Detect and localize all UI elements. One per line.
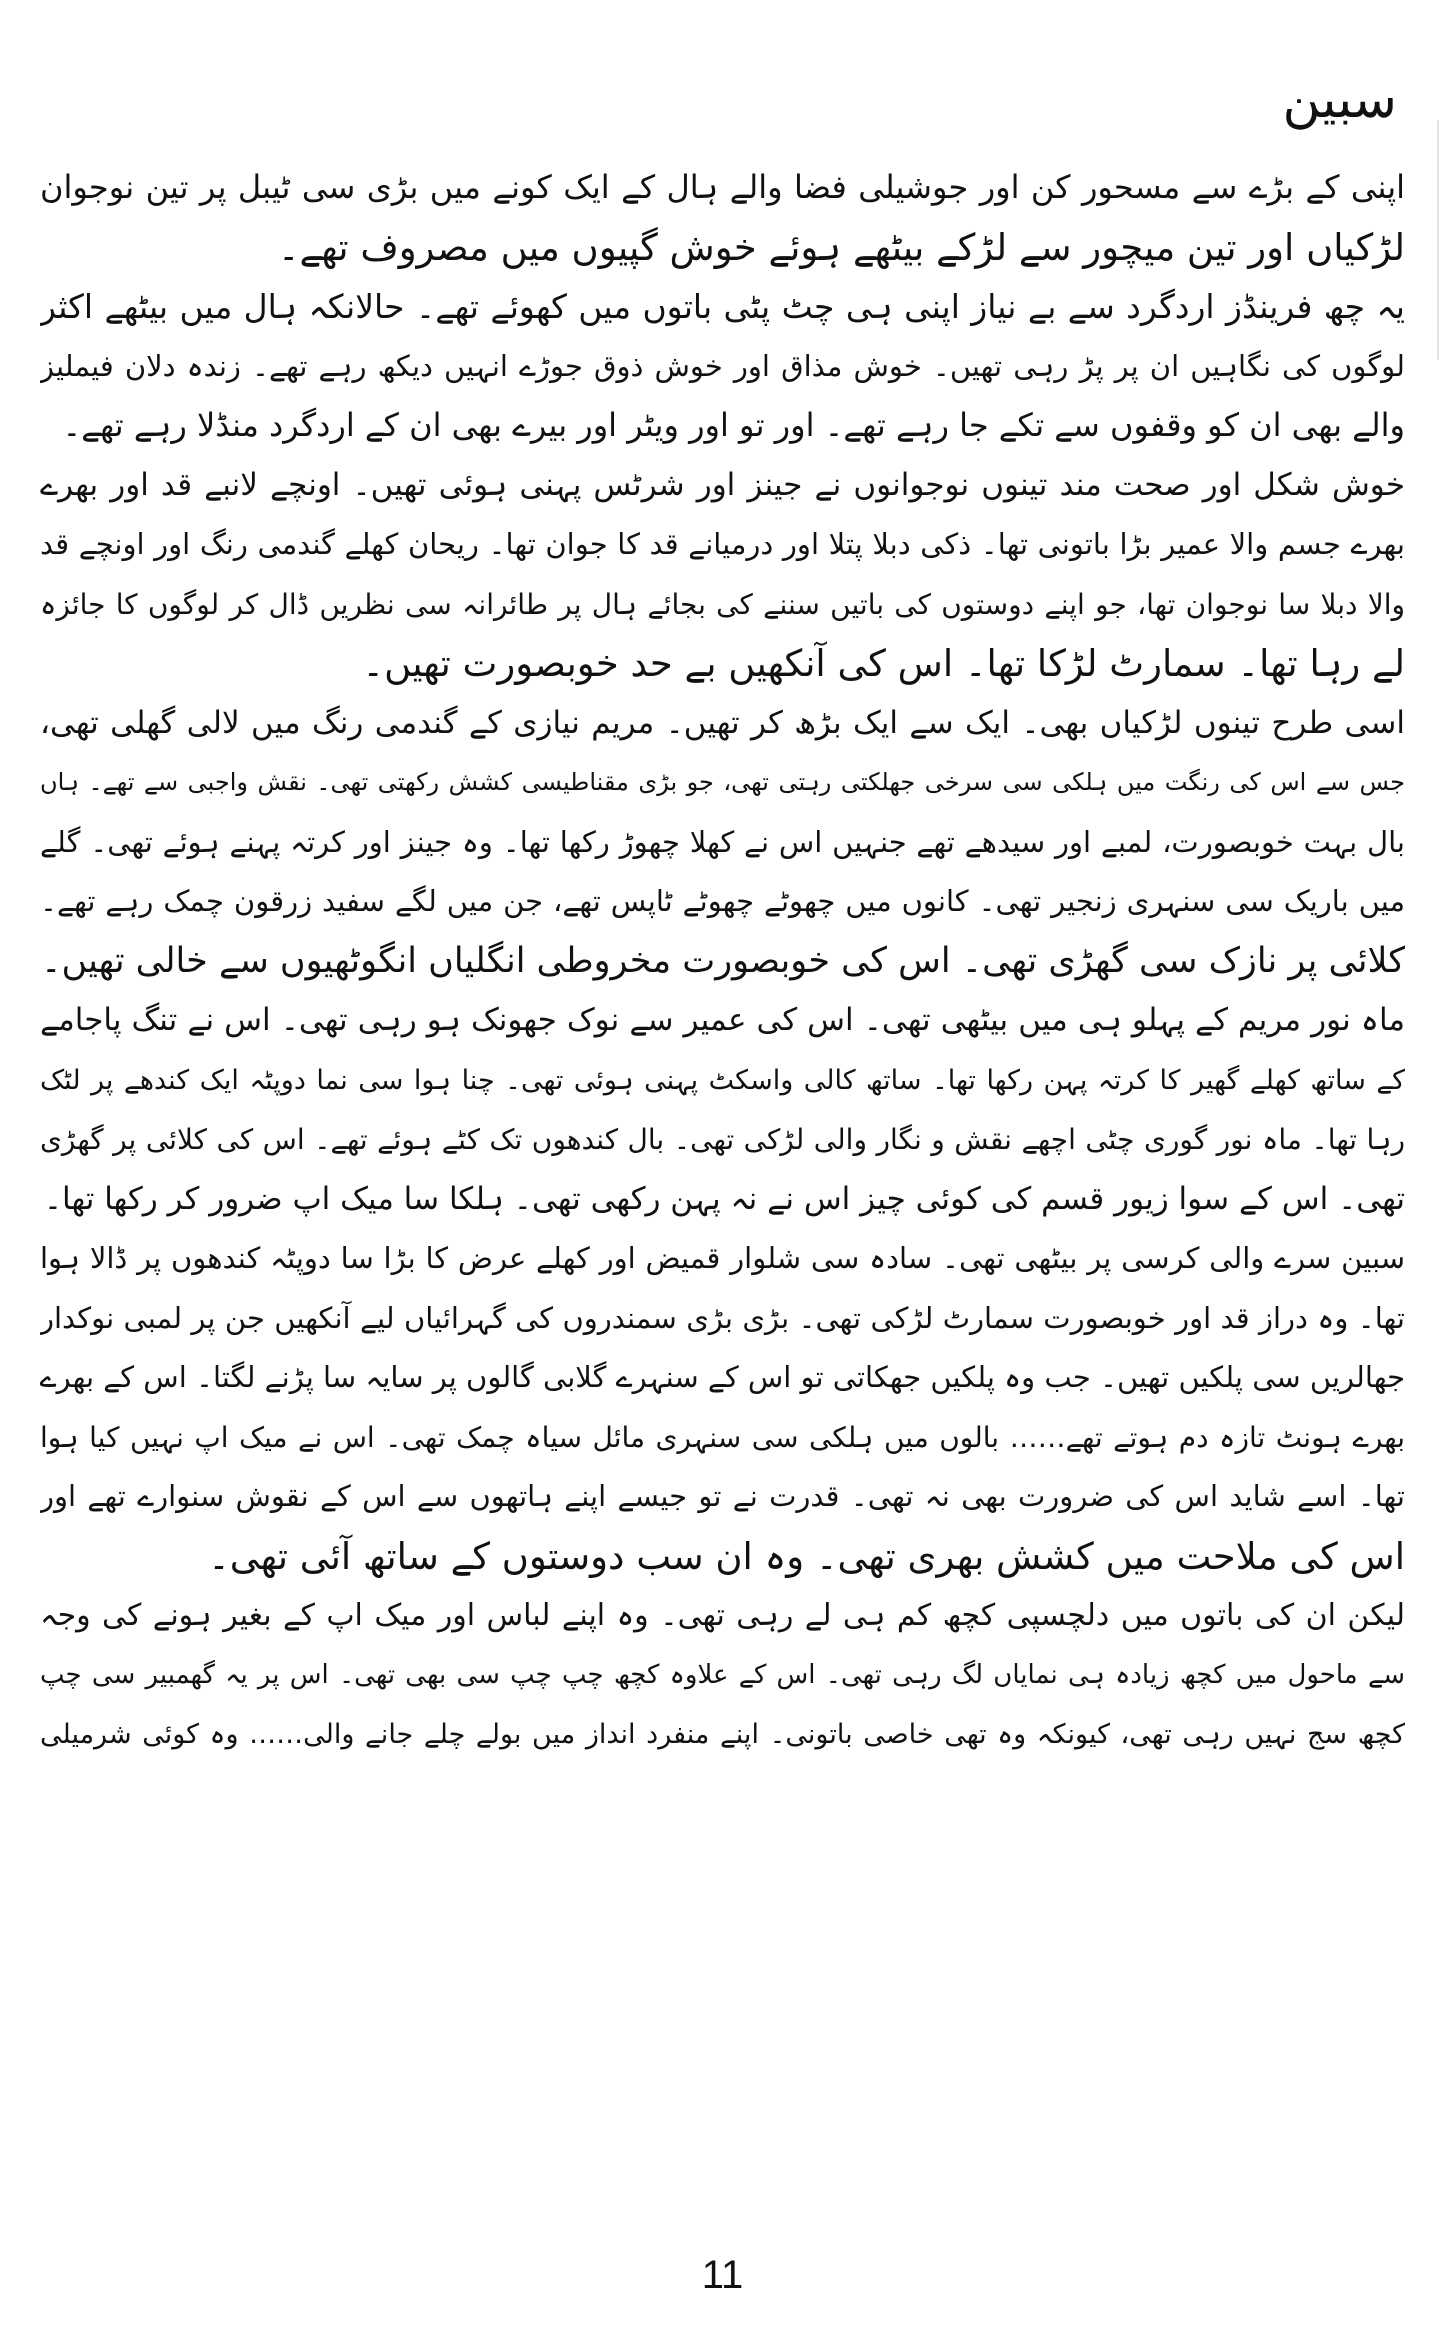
text-line: سبین سرے والی کرسی پر بیٹھی تھی۔ سادہ سی شلوار قمیض اور کھلے عرض کا بڑا سا دوپٹہ کندھوں پر ڈالا ہوا (40, 1241, 1405, 1275)
text-line: تھی۔ اس کے سوا زیور قسم کی کوئی چیز اس نے نہ پہن رکھی تھی۔ ہلکا سا میک اپ ضرور کر رکھا تھا۔ (43, 1180, 1405, 1217)
text-line: کلائی پر نازک سی گھڑی تھی۔ اس کی خوبصورت مخروطی انگلیاں انگوٹھیوں سے خالی تھیں۔ (40, 940, 1405, 981)
text-line: میں باریک سی سنہری زنجیر تھی۔ کانوں میں چھوٹے چھوٹے ٹاپس تھے، جن میں لگے سفید زرقون چمک رہے تھے۔ (40, 884, 1405, 918)
paragraph-5 (40, 991, 1405, 1229)
text-line: لیکن ان کی باتوں میں دلچسپی کچھ کم ہی لے رہی تھی۔ وہ اپنے لباس اور میک اپ کے بغیر ہونے کی وجہ (40, 1598, 1405, 1633)
book-page (40, 60, 1405, 2260)
paragraph-2 (40, 277, 1405, 456)
text-line: کے ساتھ کھلے گھیر کا کرتہ پہن رکھا تھا۔ ساتھ کالی واسکٹ پہنی ہوئی تھی۔ چنا ہوا سی نما دوپٹہ ایک کندھے پر لٹک (40, 1064, 1405, 1096)
text-line: یہ چھ فرینڈز اردگرد سے بے نیاز اپنی ہی چٹ پٹی باتوں میں کھوئے تھے۔ حالانکہ ہال میں بیٹھے اکثر (40, 287, 1405, 326)
text-line: رہا تھا۔ ماہ نور گوری چٹی اچھے نقش و نگار والی لڑکی تھی۔ بال کندھوں تک کٹے ہوئے تھے۔ اس کی کلائی پر گھڑی (40, 1123, 1405, 1156)
paragraph-3 (40, 456, 1405, 694)
text-line: اپنی کے بڑے سے مسحور کن اور جوشیلی فضا والے ہال کے ایک کونے میں بڑی سی ٹیبل پر تین نوجوان (40, 168, 1405, 206)
scan-margin-mark (1437, 120, 1439, 360)
text-line: تھا۔ وہ دراز قد اور خوبصورت سمارٹ لڑکی تھی۔ بڑی بڑی سمندروں کی گہرائیاں لیے آنکھیں جن پر لمبی نوکدار (40, 1300, 1405, 1335)
page-number: 11 (701, 2253, 744, 2297)
paragraph-1 (40, 158, 1405, 277)
text-line: بھرے ہونٹ تازہ دم ہوتے تھے…… بالوں میں ہلکی سی سنہری مائل سیاہ چمک تھی۔ اس نے میک اپ نہیں کیا ہوا (40, 1420, 1405, 1454)
text-line: لوگوں کی نگاہیں ان پر پڑ رہی تھیں۔ خوش مذاق اور خوش ذوق جوڑے انہیں دیکھ رہے تھے۔ زندہ دلان فیملیز (40, 348, 1405, 383)
chapter-title: سبین (1282, 70, 1397, 130)
text-line: لے رہا تھا۔ سمارٹ لڑکا تھا۔ اس کی آنکھیں بے حد خوبصورت تھیں۔ (362, 642, 1405, 685)
text-line: جھالریں سی پلکیں تھیں۔ جب وہ پلکیں جھکاتی تو اس کے سنہرے گلابی گالوں پر سایہ سا پڑنے لگتا۔ اس کے بھرے (40, 1360, 1405, 1394)
text-line: کچھ سج نہیں رہی تھی، کیونکہ وہ تھی خاصی باتونی۔ اپنے منفرد انداز میں بولے چلے جانے والی…… وہ کوئی شرمیلی (40, 1719, 1405, 1750)
text-line: والا دبلا سا نوجوان تھا، جو اپنے دوستوں کی باتیں سننے کی بجائے ہال پر طائرانہ سی نظریں ڈال کر لوگوں کا جائزہ (40, 587, 1405, 621)
text-line: بال بہت خوبصورت، لمبے اور سیدھے تھے جنہیں اس نے کھلا چھوڑ رکھا تھا۔ وہ جینز اور کرتہ پہنے ہوئے تھی۔ گلے (40, 824, 1405, 859)
text-line: تھا۔ اسے شاید اس کی ضرورت بھی نہ تھی۔ قدرت نے تو جیسے اپنے ہاتھوں سے اس کے نقوش سنوارے تھے اور (40, 1479, 1405, 1513)
paragraph-6 (40, 1229, 1405, 1586)
text-line: خوش شکل اور صحت مند تینوں نوجوانوں نے جینز اور شرٹس پہنی ہوئی تھیں۔ اونچے لانبے قد اور بھرے (40, 466, 1405, 503)
paragraph-4 (40, 694, 1405, 992)
text-line: جس سے اس کی رنگت میں ہلکی سی سرخی جھلکتی رہتی تھی، جو بڑی مقناطیسی کشش رکھتی تھی۔ نقش واجبی سے تھے۔ ہاں (40, 768, 1405, 796)
text-line: لڑکیاں اور تین میچور سے لڑکے بیٹھے ہوئے خوش گپیوں میں مصروف تھے۔ (277, 225, 1405, 269)
text-line: ماہ نور مریم کے پہلو ہی میں بیٹھی تھی۔ اس کی عمیر سے نوک جھونک ہو رہی تھی۔ اس نے تنگ پاجامے (40, 1002, 1405, 1038)
text-line: اس کی ملاحت میں کشش بھری تھی۔ وہ ان سب دوستوں کے ساتھ آئی تھی۔ (208, 1534, 1405, 1578)
text-line: اسی طرح تینوں لڑکیاں بھی۔ ایک سے ایک بڑھ کر تھیں۔ مریم نیازی کے گندمی رنگ میں لالی گھلی تھی، (40, 704, 1405, 741)
text-line: بھرے جسم والا عمیر بڑا باتونی تھا۔ ذکی دبلا پتلا اور درمیانے قد کا جوان تھا۔ ریحان کھلے گندمی رنگ اور اونچے قد (40, 527, 1405, 561)
text-line: سے ماحول میں کچھ زیادہ ہی نمایاں لگ رہی تھی۔ اس کے علاوہ کچھ چپ چپ سی بھی تھی۔ اس پر یہ گھمبیر سی چپ (40, 1659, 1405, 1690)
paragraph-7 (40, 1586, 1405, 1765)
text-line: والے بھی ان کو وقفوں سے تکے جا رہے تھے۔ اور تو اور ویٹر اور بیرے بھی ان کے اردگرد منڈلا رہے تھے۔ (62, 406, 1405, 444)
